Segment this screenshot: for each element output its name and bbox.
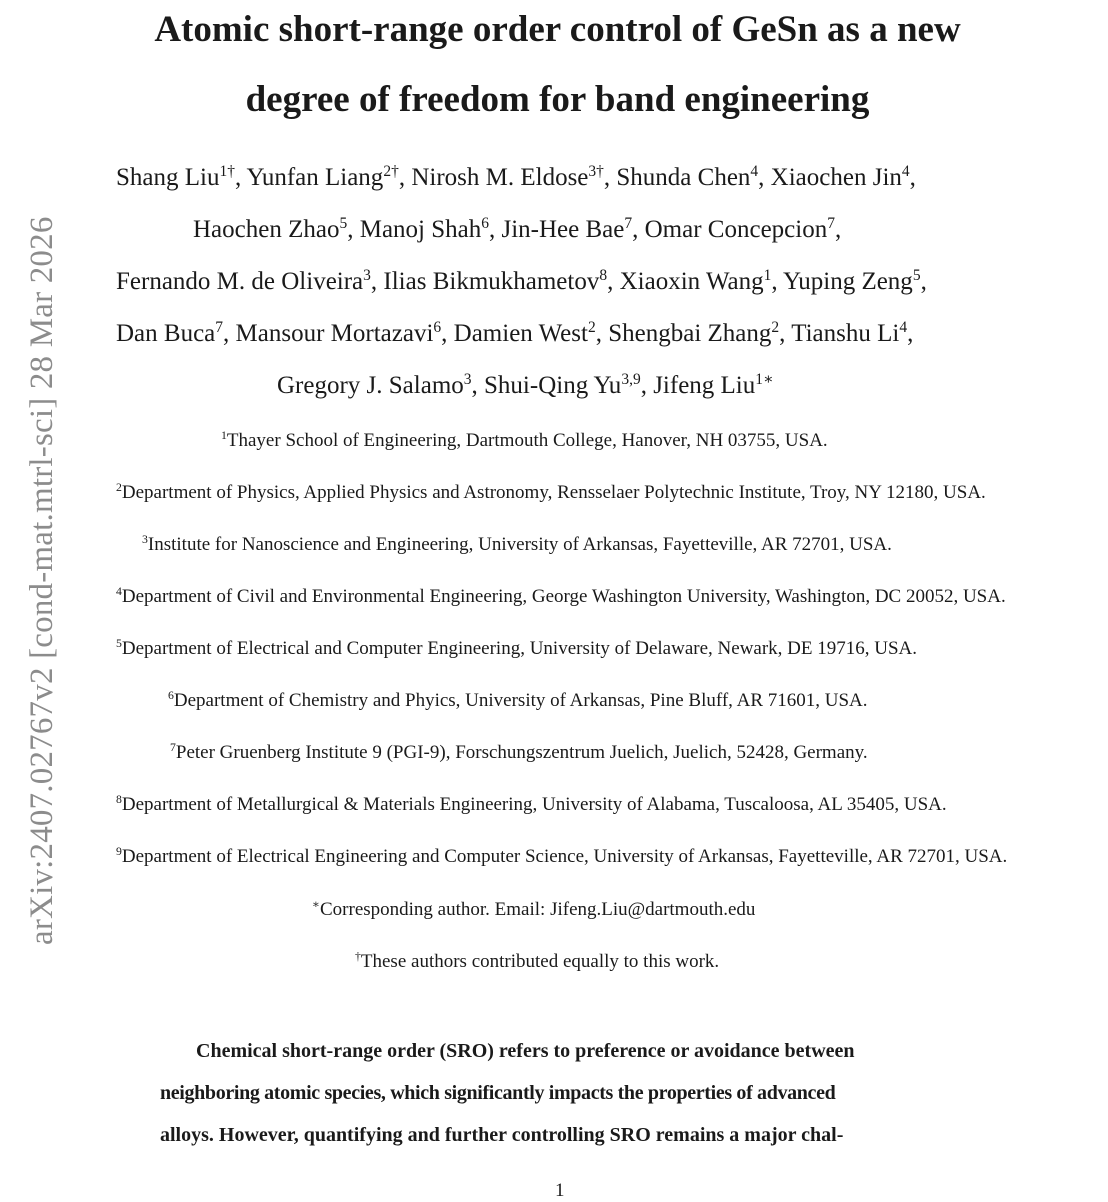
author-name: Shang Liu bbox=[116, 164, 220, 191]
separator: , bbox=[834, 216, 842, 243]
author-affil-mark: 3 bbox=[363, 266, 371, 284]
page-number: 1 bbox=[555, 1180, 565, 1201]
affil-text: Institute for Nanoscience and Engineering, University of Arkansas, Fayetteville, AR 72701, USA. bbox=[147, 534, 892, 555]
equal-contribution-text: These authors contributed equally to this work. bbox=[360, 951, 720, 972]
affil-number: 9 bbox=[116, 844, 122, 858]
author-affil-mark: 6 bbox=[433, 318, 442, 336]
affil-text: Thayer School of Engineering, Dartmouth College, Hanover, NH 03755, USA. bbox=[226, 430, 828, 451]
title-line-1: Atomic short-range order control of GeSn as a new bbox=[154, 9, 961, 50]
arxiv-identifier: arXiv:2407.02767v2 [cond-mat.mtrl-sci] 28 Mar 2026 bbox=[24, 216, 60, 945]
author-affil-mark: 7 bbox=[827, 214, 835, 232]
author-affil-mark: 4 bbox=[899, 318, 908, 336]
author-affil-mark: 8 bbox=[599, 266, 608, 284]
author-name: , Yunfan Liang bbox=[234, 164, 384, 191]
affiliation-8 bbox=[116, 794, 947, 816]
affiliation-9 bbox=[116, 846, 1007, 868]
corresponding-note bbox=[312, 899, 755, 921]
abstract-line-2: neighboring atomic species, which significantly impacts the properties of advanced bbox=[160, 1082, 836, 1104]
affiliation-2 bbox=[116, 482, 986, 504]
author-name: , Jin-Hee Bae bbox=[489, 216, 625, 243]
affil-text: Department of Electrical and Computer Engineering, University of Delaware, Newark, DE 19716, USA. bbox=[121, 638, 918, 659]
affil-text: Department of Physics, Applied Physics and Astronomy, Rensselaer Polytechnic Institute, Troy, NY 12180, USA. bbox=[121, 482, 986, 503]
corresponding-text: Corresponding author. Email: Jifeng.Liu@dartmouth.edu bbox=[320, 899, 756, 920]
author-name: , Nirosh M. Eldose bbox=[398, 164, 589, 191]
author-affil-mark: 4 bbox=[750, 162, 759, 180]
author-affil-mark: 4 bbox=[901, 162, 910, 180]
author-name: , Omar Concepcion bbox=[632, 216, 828, 243]
author-name: , Shui-Qing Yu bbox=[471, 372, 622, 399]
author-affil-mark: 7 bbox=[624, 214, 633, 232]
author-affil-mark: 5 bbox=[339, 214, 348, 232]
affil-number: 6 bbox=[168, 688, 174, 702]
author-name: Gregory J. Salamo bbox=[277, 372, 464, 399]
affil-number: 3 bbox=[142, 532, 148, 546]
author-name: Fernando M. de Oliveira bbox=[116, 268, 364, 295]
author-affil-mark: 3† bbox=[588, 162, 604, 180]
affiliation-4 bbox=[116, 586, 1006, 608]
author-affil-mark: 1∗ bbox=[755, 370, 774, 388]
author-line-2 bbox=[193, 216, 841, 244]
author-line-5 bbox=[277, 372, 774, 400]
author-line-3 bbox=[116, 268, 927, 296]
author-affil-mark: 3 bbox=[463, 370, 472, 388]
affil-text: Department of Electrical Engineering and Computer Science, University of Arkansas, Fayetteville, AR 72701, USA. bbox=[121, 846, 1008, 867]
author-affil-mark: 7 bbox=[215, 318, 224, 336]
author-name: Dan Buca bbox=[116, 320, 216, 347]
affil-number: 8 bbox=[116, 792, 122, 806]
affiliation-6 bbox=[168, 690, 868, 712]
author-affil-mark: 2 bbox=[587, 318, 596, 336]
author-name: , Damien West bbox=[441, 320, 588, 347]
equal-contribution-note bbox=[355, 951, 719, 973]
affil-number: 5 bbox=[116, 636, 122, 650]
affil-text: Department of Civil and Environmental Engineering, George Washington University, Washington, DC 20052, USA. bbox=[121, 586, 1006, 607]
affil-text: Department of Metallurgical & Materials Engineering, University of Alabama, Tuscaloosa, AL 35405, USA. bbox=[121, 794, 947, 815]
author-name: Haochen Zhao bbox=[193, 216, 340, 243]
author-name: , Tianshu Li bbox=[779, 320, 900, 347]
note-mark: ∗ bbox=[312, 897, 320, 911]
affiliation-1 bbox=[221, 430, 828, 452]
author-name: , Manoj Shah bbox=[347, 216, 482, 243]
affil-text: Department of Chemistry and Phyics, University of Arkansas, Pine Bluff, AR 71601, USA. bbox=[173, 690, 868, 711]
separator: , bbox=[920, 268, 927, 295]
author-name: , Yuping Zeng bbox=[771, 268, 913, 295]
author-name: , Xiaoxin Wang bbox=[607, 268, 764, 295]
affiliation-3 bbox=[142, 534, 892, 556]
author-name: , Shengbai Zhang bbox=[595, 320, 772, 347]
abstract-line-1: Chemical short-range order (SRO) refers to preference or avoidance between bbox=[196, 1040, 855, 1062]
affiliation-5 bbox=[116, 638, 917, 660]
author-affil-mark: 3,9 bbox=[621, 370, 641, 388]
affil-number: 7 bbox=[170, 740, 176, 754]
affil-number: 4 bbox=[116, 584, 122, 598]
affiliation-7 bbox=[170, 742, 868, 764]
author-affil-mark: 2† bbox=[383, 162, 399, 180]
author-affil-mark: 2 bbox=[771, 318, 780, 336]
affil-text: Peter Gruenberg Institute 9 (PGI-9), Forschungszentrum Juelich, Juelich, 52428, Germany. bbox=[175, 742, 868, 763]
affil-number: 2 bbox=[116, 480, 122, 494]
paper-title bbox=[90, 0, 1025, 135]
author-name: , Jifeng Liu bbox=[640, 372, 756, 399]
author-affil-mark: 6 bbox=[481, 214, 489, 232]
note-mark: † bbox=[355, 949, 361, 963]
author-name: , Ilias Bikmukhametov bbox=[370, 268, 600, 295]
author-affil-mark: 5 bbox=[912, 266, 921, 284]
separator: , bbox=[907, 320, 914, 347]
author-affil-mark: 1† bbox=[219, 162, 235, 180]
separator: , bbox=[909, 164, 916, 191]
title-line-2: degree of freedom for band engineering bbox=[245, 79, 870, 120]
affil-number: 1 bbox=[221, 428, 227, 442]
author-name: , Mansour Mortazavi bbox=[223, 320, 434, 347]
author-line-1 bbox=[116, 164, 916, 192]
author-name: , Xiaochen Jin bbox=[758, 164, 902, 191]
author-line-4 bbox=[116, 320, 913, 348]
abstract-line-3: alloys. However, quantifying and further controlling SRO remains a major chal- bbox=[160, 1124, 844, 1146]
author-affil-mark: 1 bbox=[763, 266, 772, 284]
author-name: , Shunda Chen bbox=[603, 164, 751, 191]
